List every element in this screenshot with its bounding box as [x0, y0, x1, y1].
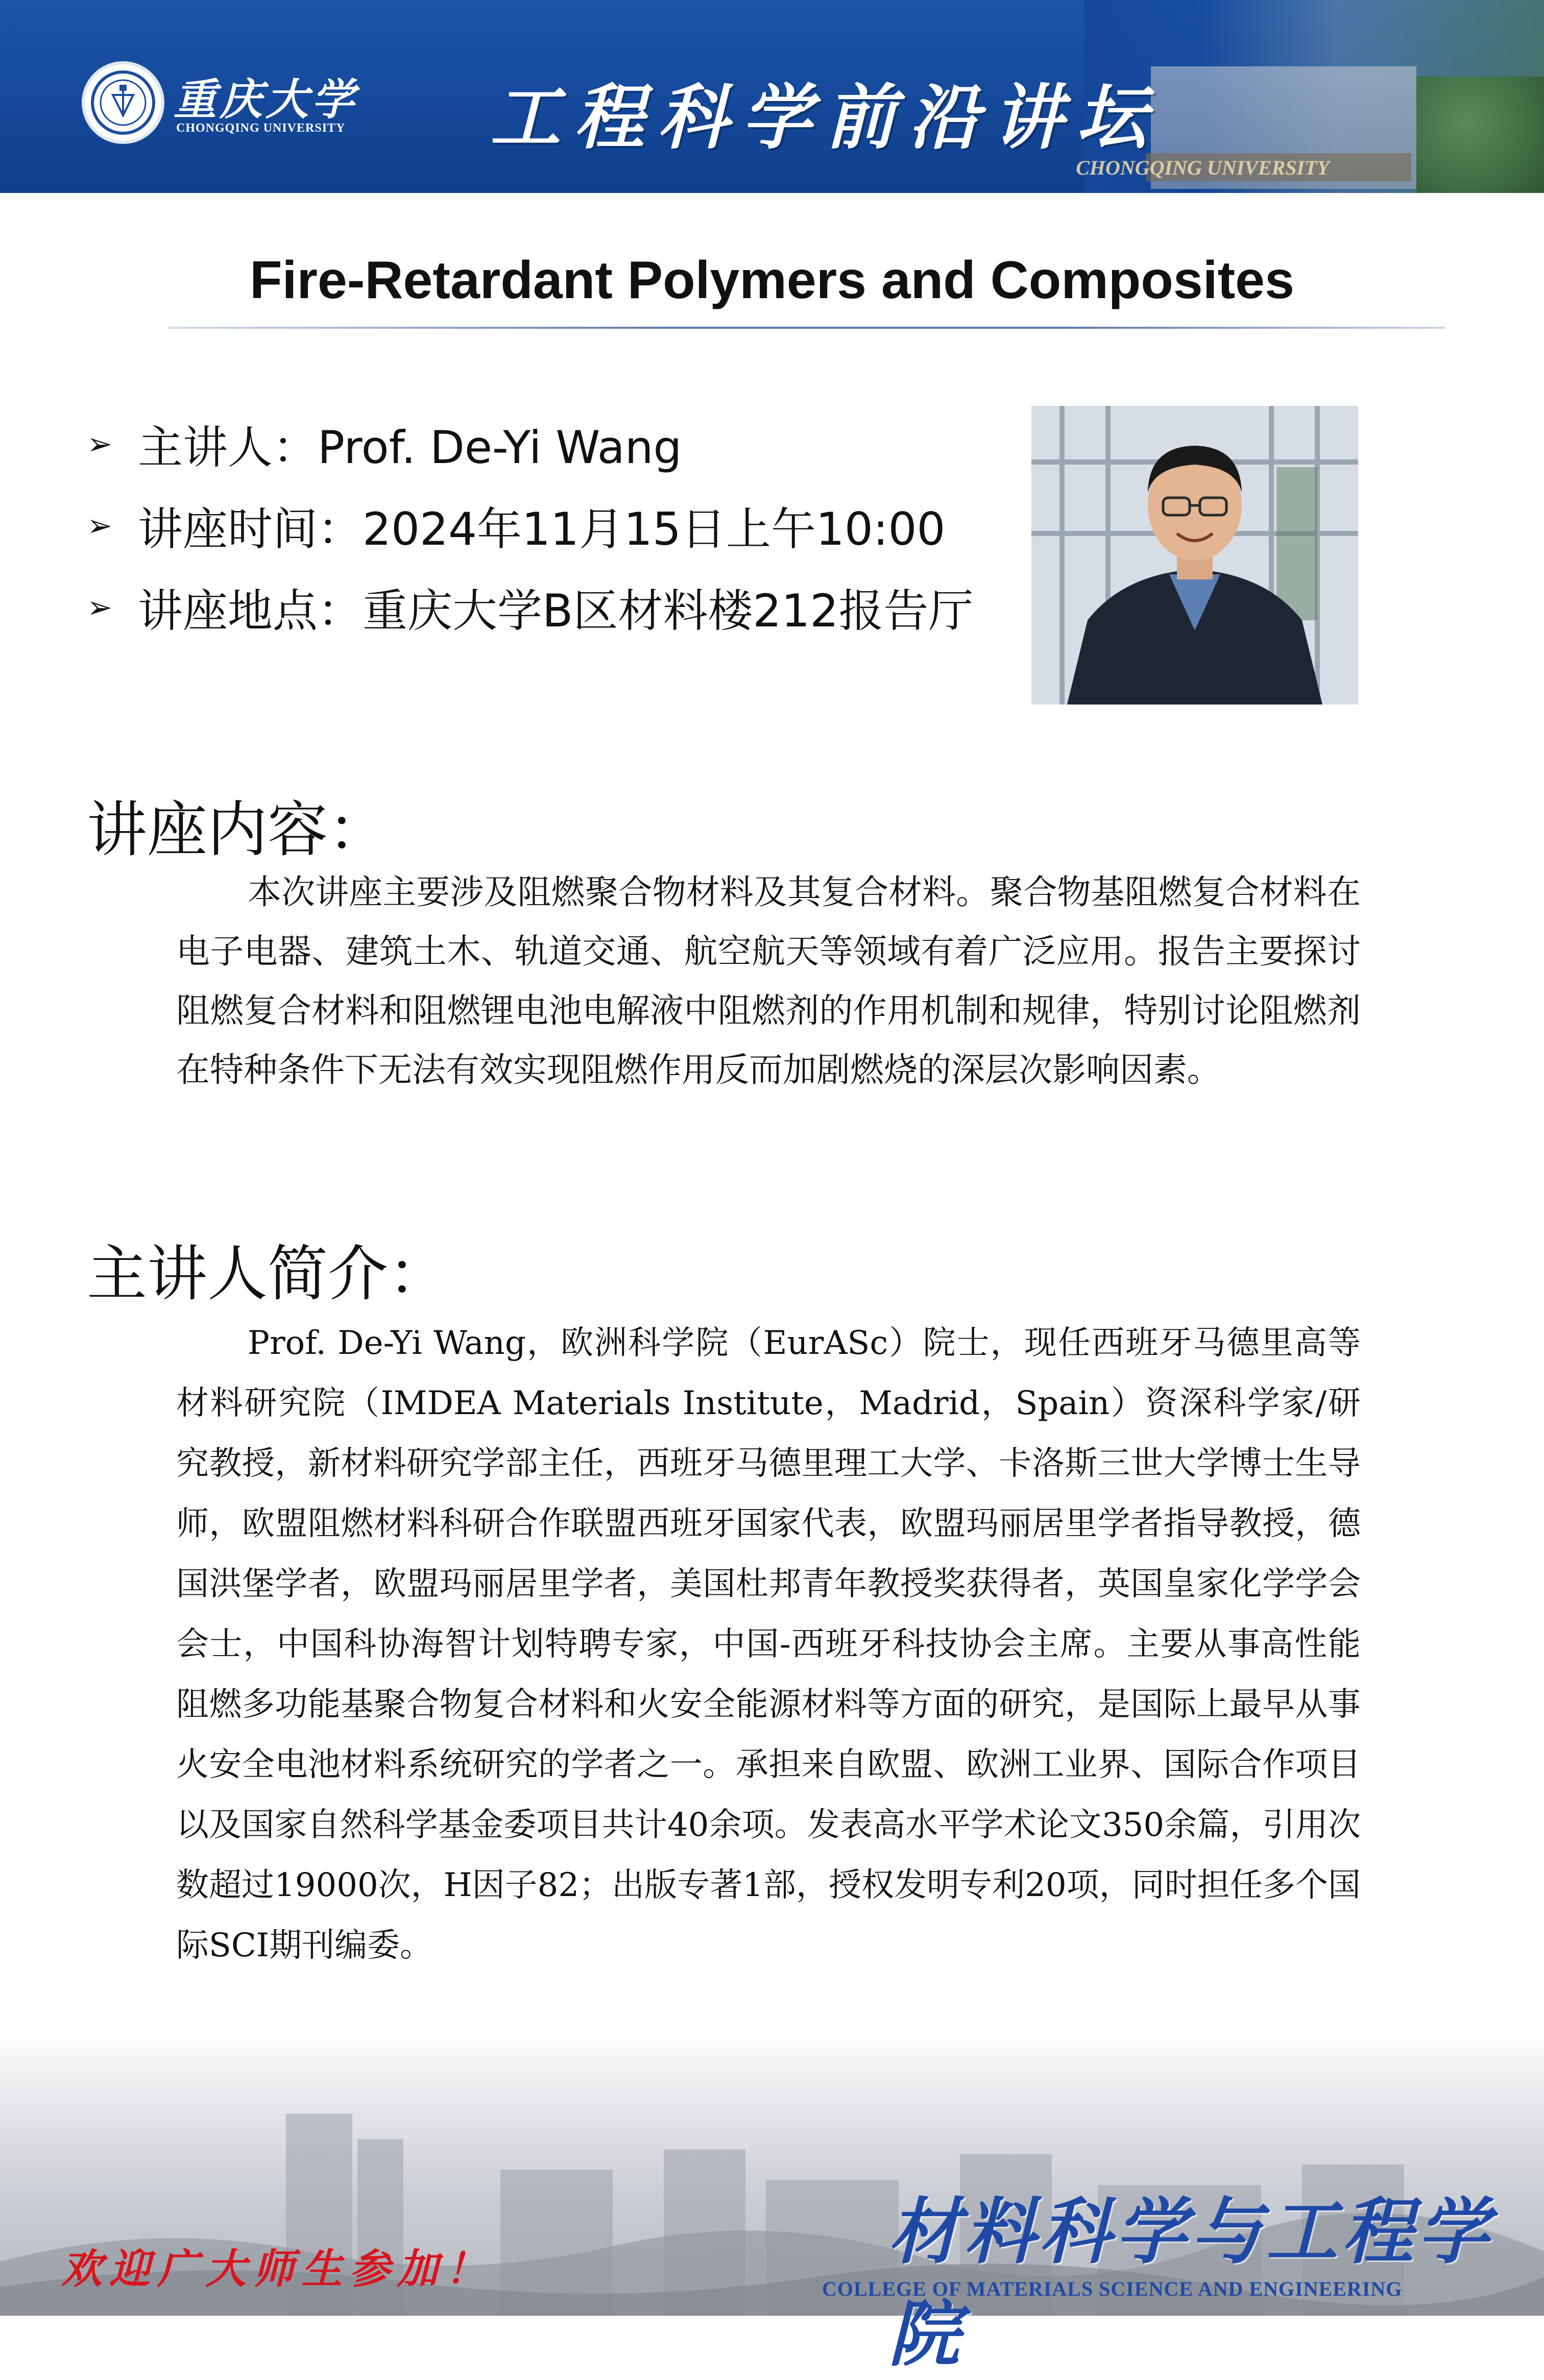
university-seal-icon [82, 61, 164, 144]
welcome-text: 欢迎广大师生参加！ [61, 2245, 493, 2293]
speaker-portrait [1031, 406, 1358, 705]
arrow-bullet-icon: ➢ [87, 508, 113, 544]
arrow-bullet-icon: ➢ [87, 590, 113, 625]
time-text: 讲座时间：2024年11月15日上午10:00 [138, 503, 946, 555]
bio-text: Prof. De-Yi Wang，欧洲科学院（EurASc）院士，现任西班牙马德里高等材料研究院（IMDEA Materials Institute，Madrid，Spain）资深科学家/研究教授，新材料研究学部主任，西班牙马德里理工大学、卡洛斯三世大学博士生导师，欧盟阻燃材料科研合作联盟西班牙国家代表，欧盟玛丽居里学者指导教授，德国洪堡学者，欧盟玛丽居里学者，美国杜邦青年教授奖获得者，英国皇家化学学会会士，中国科协海智计划特聘专家，中国-西班牙科技协会主席。主要从事高性能阻燃多功能基聚合物复合材料和火安全能源材料等方面的研究，是国际上最早从事火安全电池材料系统研究的学者之一。承担来自欧盟、欧洲工业界、国际合作项目以及国家自然科学基金委项目共计40余项。发表高水平学术论文350余篇，引用次数超过19000次，H因子82；出版专著1部，授权发明专利20项，同时担任多个国际SCI期刊编委。 [176, 1324, 1361, 1964]
info-speaker [87, 403, 973, 485]
content-heading: 讲座内容： [87, 794, 389, 865]
trees [1416, 77, 1544, 193]
talk-title: Fire-Retardant Polymers and Composites [250, 251, 1294, 310]
bio-heading: 主讲人简介： [87, 1238, 449, 1309]
college-name-en: COLLEGE OF MATERIALS SCIENCE AND ENGINEERING [822, 2277, 1403, 2300]
speaker-text: 主讲人：Prof. De-Yi Wang [138, 421, 682, 474]
location-text: 讲座地点：重庆大学B区材料楼212报告厅 [138, 585, 974, 637]
title-divider [168, 327, 1445, 329]
info-time [87, 485, 973, 567]
arrow-bullet-icon: ➢ [87, 426, 113, 462]
info-location [87, 567, 973, 648]
forum-title: 工程科学前沿讲坛 [490, 76, 1161, 159]
university-name-cn: 重庆大学 [174, 74, 358, 125]
content-text: 本次讲座主要涉及阻燃聚合物材料及其复合材料。聚合物基阻燃复合材料在电子电器、建筑土木、轨道交通、航空航天等领域有着广泛应用。报告主要探讨阻燃复合材料和阻燃锂电池电解液中阻燃剂的作用机制和规律，特别讨论阻燃剂在特种条件下无法有效实现阻燃作用反而加剧燃烧的深层次影响因素。 [176, 872, 1361, 1089]
talk-info-list [87, 403, 973, 648]
header-banner [0, 0, 1544, 193]
gate-sign-text: CHONGQING UNIVERSITY [1076, 156, 1330, 179]
university-name-en: CHONGQING UNIVERSITY [176, 122, 346, 135]
speaker-portrait-illustration [1031, 406, 1358, 705]
college-name-cn: 材料科学与工程学院 [888, 2190, 1493, 2376]
